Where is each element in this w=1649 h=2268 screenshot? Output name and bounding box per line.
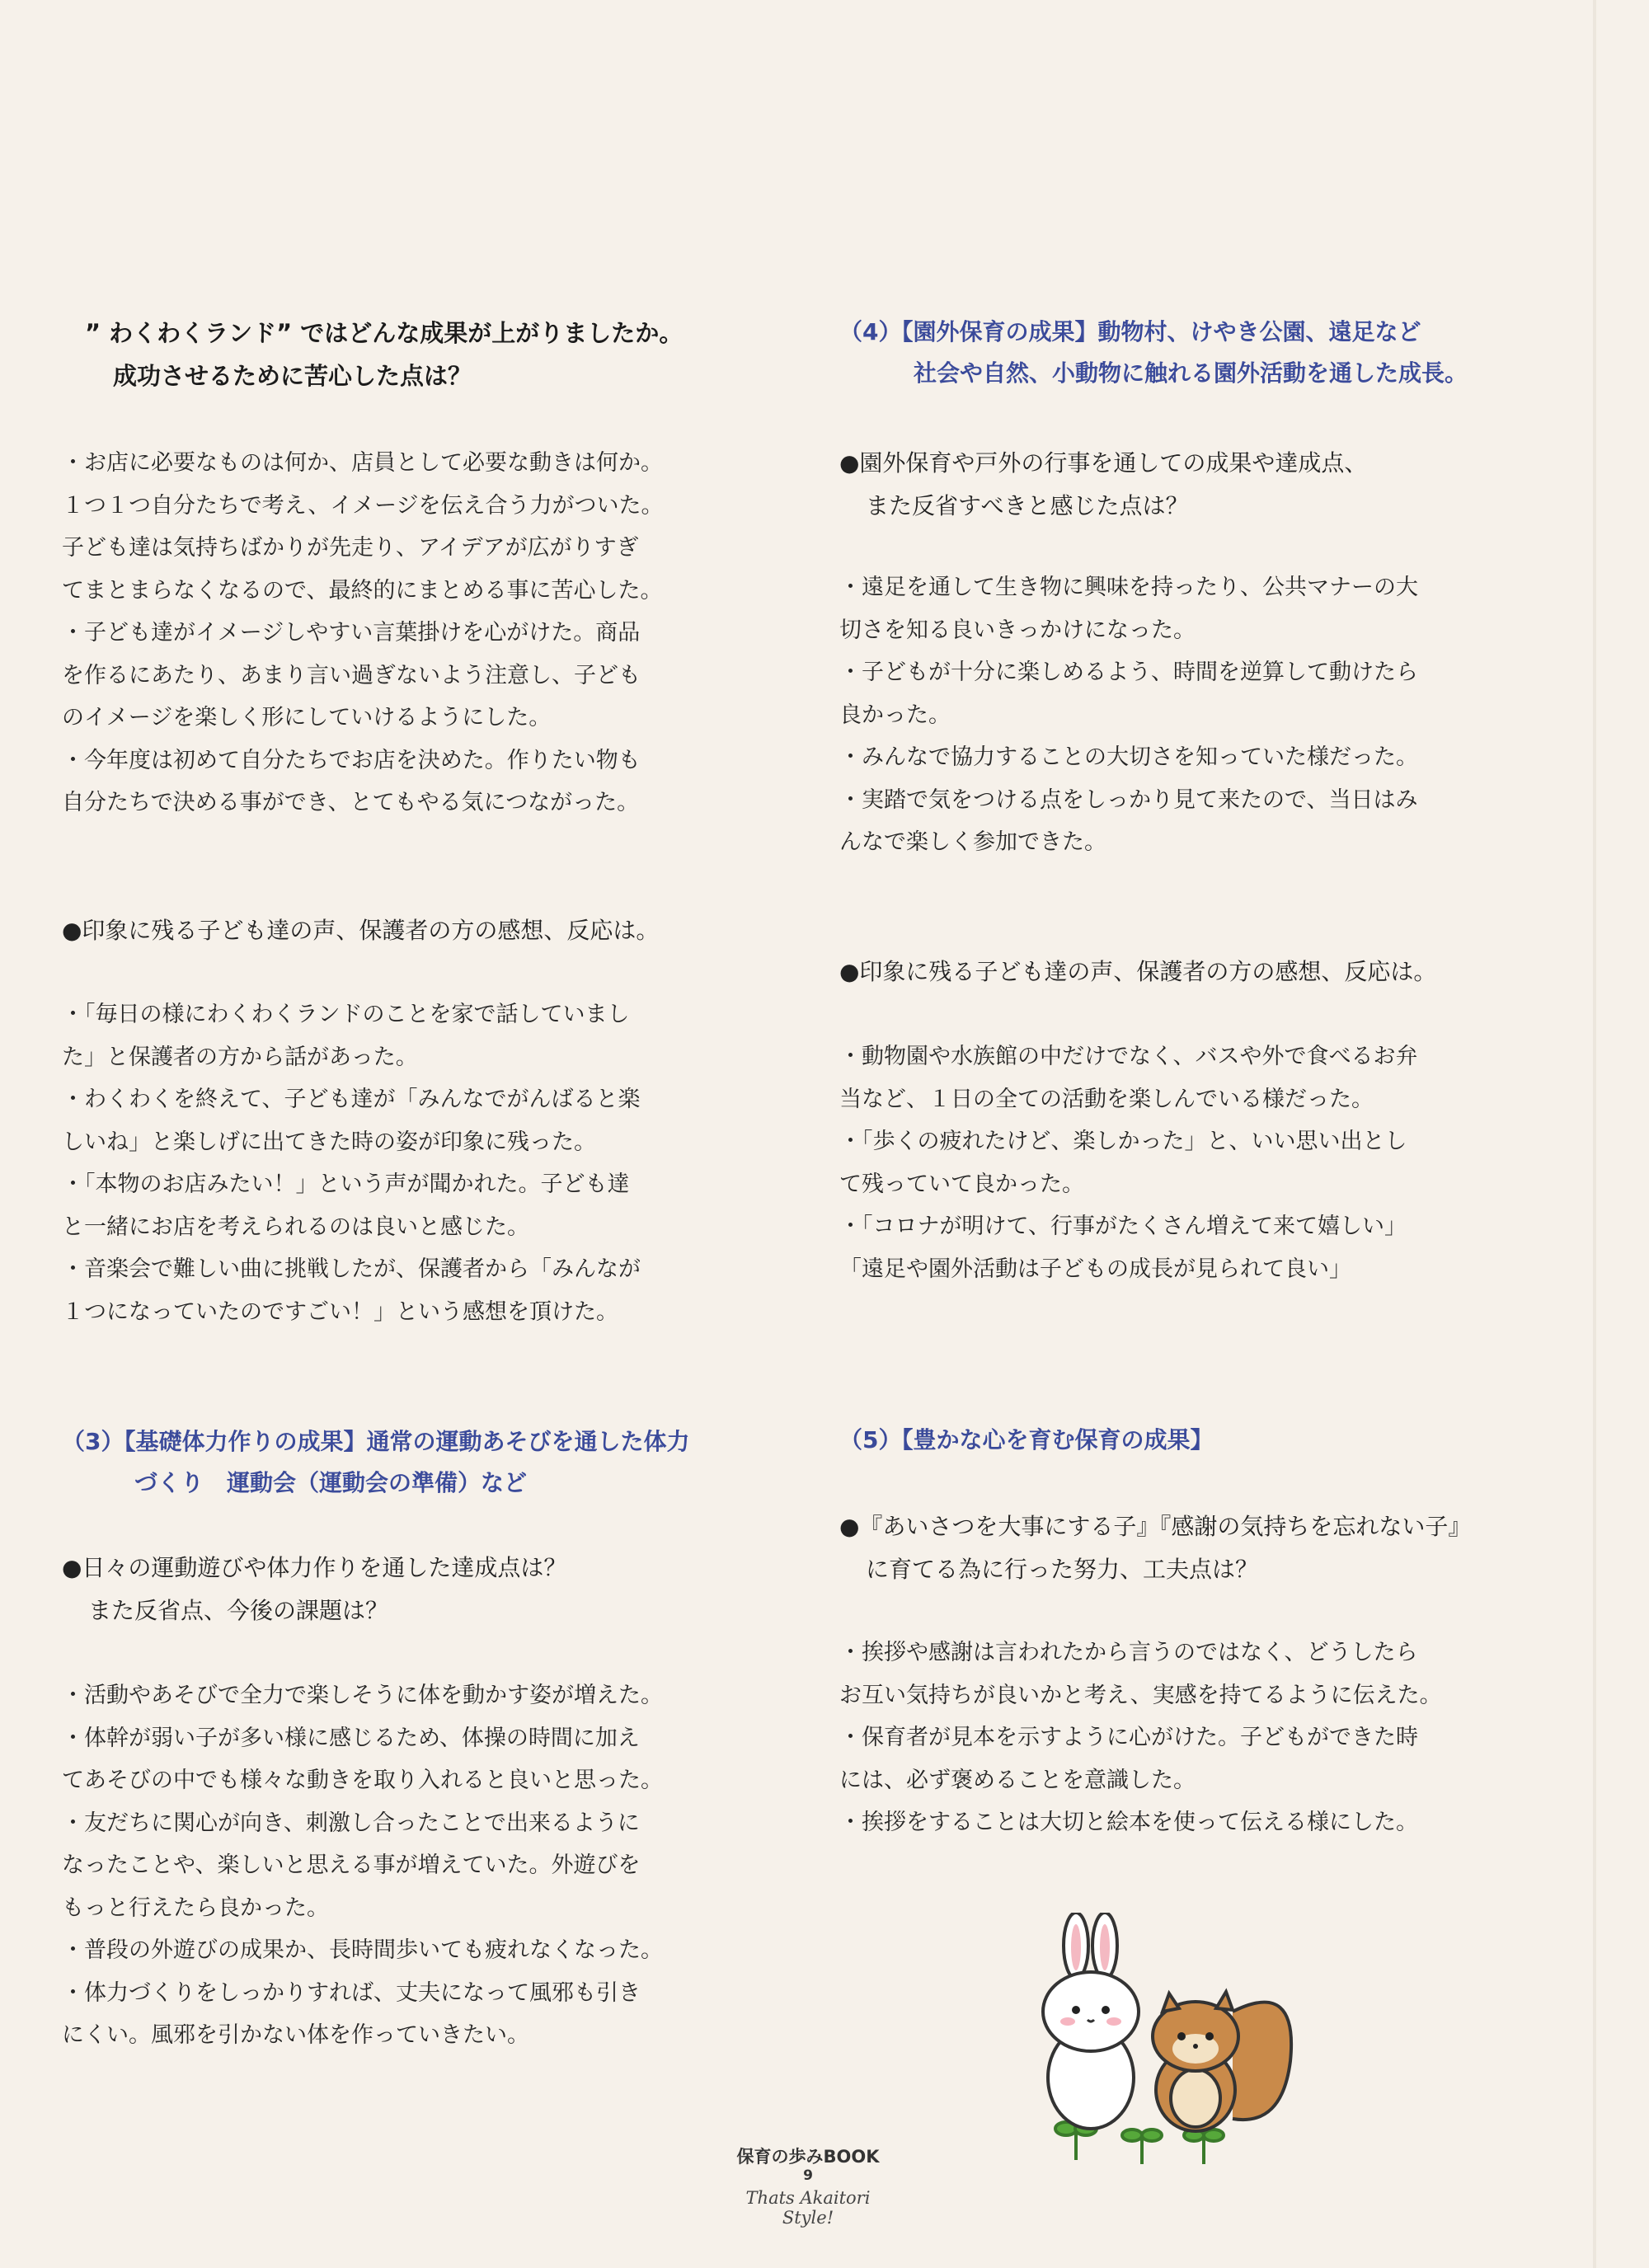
- intro-heading-line-1: ” わくわくランド” ではどんな成果が上がりましたか。: [85, 319, 684, 347]
- section-4-title: [839, 312, 1548, 394]
- section-4-answer-line: 切さを知る良いきっかけになった。: [839, 617, 1196, 643]
- right-voices-answer-line: て残っていて良かった。: [839, 1171, 1084, 1197]
- intro-answer-line: ・お店に必要なものは何か、店員として必要な動きは何か。: [62, 450, 663, 476]
- left-voices-question: [62, 909, 771, 952]
- left-voices-question-text: ●印象に残る子ども達の声、保護者の方の感想、反応は。: [62, 917, 660, 944]
- squirrel-icon: [1153, 1992, 1291, 2131]
- intro-heading-line-2: 成功させるために苦心した点は？: [113, 362, 472, 390]
- section-5-title-line-1: （5）【豊かな心を育む保育の成果】: [839, 1426, 1214, 1453]
- intro-answer-line: 自分たちで決める事ができ、とてもやる気につながった。: [62, 790, 640, 815]
- rabbit-squirrel-illustration: [1027, 1913, 1323, 2185]
- right-voices-answer-line: ・「歩くの疲れたけど、楽しかった」と、いい思い出とし: [839, 1129, 1407, 1154]
- section-3-answers: [62, 1674, 771, 2057]
- right-voices-question: [839, 951, 1548, 993]
- section-4-title-line-1: （4）【園外保育の成果】動物村、けやき公園、遠足など: [839, 318, 1421, 345]
- intro-answer-line: てまとまらなくなるので、最終的にまとめる事に苦心した。: [62, 577, 663, 603]
- section-3-question: [62, 1547, 771, 1632]
- section-4-question: [839, 442, 1548, 528]
- left-voices-answer-line: しいね」と楽しげに出てきた時の姿が印象に残った。: [62, 1129, 596, 1155]
- section-3-answer-line: てあそびの中でも様々な動きを取り入れると良いと思った。: [62, 1768, 663, 1793]
- right-voices-answer-line: 「遠足や園外活動は子どもの成長が見られて良い」: [839, 1256, 1351, 1282]
- page-number: 9: [803, 2167, 813, 2184]
- intro-heading: [62, 312, 771, 397]
- section-3-question-line-1: ●日々の運動遊びや体力作りを通した達成点は？: [62, 1554, 567, 1581]
- left-voices-answer-line: と一緒にお店を考えられるのは良いと感じた。: [62, 1214, 529, 1240]
- section-3-title-line-2: づくり 運動会（運動会の準備）など: [134, 1469, 528, 1496]
- right-voices-answer-line: ・動物園や水族館の中だけでなく、バスや外で食べるお弁: [839, 1044, 1418, 1069]
- left-voices-answer-line: １つになっていたのですごい！」という感想を頂けた。: [62, 1298, 618, 1325]
- tagline: Thats Akaitori Style!: [745, 2188, 871, 2228]
- section-4-title-line-2: 社会や自然、小動物に触れる園外活動を通した成長。: [914, 359, 1468, 387]
- section-5-answer-line: ・挨拶や感謝は言われたから言うのではなく、どうしたら: [839, 1640, 1418, 1665]
- left-voices-answer-line: ・音楽会で難しい曲に挑戦したが、保護者から「みんなが: [62, 1256, 641, 1282]
- section-3-answer-line: ・友だちに関心が向き、刺激し合ったことで出来るように: [62, 1810, 640, 1836]
- section-3-answer-line: ・活動やあそびで全力で楽しそうに体を動かす姿が増えた。: [62, 1683, 663, 1708]
- section-4-answer-line: ・子どもが十分に楽しめるよう、時間を逆算して動けたら: [839, 660, 1418, 685]
- section-3-answer-line: なったことや、楽しいと思える事が増えていた。外遊びを: [62, 1852, 641, 1878]
- page-footer: [726, 2144, 890, 2228]
- left-voices-answer-line: た」と保護者の方から話があった。: [62, 1044, 418, 1070]
- right-voices-answer-line: ・「コロナが明けて、行事がたくさん増えて来て嬉しい」: [839, 1214, 1407, 1239]
- section-3-answer-line: ・普段の外遊びの成果か、長時間歩いても疲れなくなった。: [62, 1937, 663, 1963]
- section-5-answers: [839, 1632, 1548, 1844]
- section-4-answer-line: ・実踏で気をつける点をしっかり見て来たので、当日はみ: [839, 787, 1418, 813]
- section-4-answers: [839, 566, 1548, 864]
- right-voices-answers: [839, 1035, 1548, 1290]
- section-3-answer-line: ・体力づくりをしっかりすれば、丈夫になって風邪も引き: [62, 1979, 641, 2006]
- right-voices-answer-line: 当など、１日の全ての活動を楽しんでいる様だった。: [839, 1086, 1374, 1112]
- section-4-question-line-2: また反省すべきと感じた点は？: [866, 492, 1189, 519]
- intro-answer-line: のイメージを楽しく形にしていけるようにした。: [62, 705, 552, 730]
- section-5-answer-line: ・保育者が見本を示すように心がけた。子どもができた時: [839, 1725, 1418, 1750]
- section-3-title-line-1: （3）【基礎体力作りの成果】通常の運動あそびを通した体力: [62, 1428, 690, 1455]
- intro-answers: [62, 442, 771, 824]
- section-3-question-line-2: また反省点、今後の課題は？: [88, 1597, 389, 1624]
- left-voices-answer-line: ・「毎日の様にわくわくランドのことを家で話していまし: [62, 1002, 630, 1027]
- section-4-answer-line: 良かった。: [839, 702, 951, 728]
- section-3-answer-line: にくい。風邪を引かない体を作っていきたい。: [62, 2022, 529, 2048]
- intro-answer-line: 子ども達は気持ちばかりが先走り、アイデアが広がりすぎ: [62, 535, 639, 561]
- section-5-answer-line: には、必ず褒めることを意識した。: [839, 1767, 1196, 1793]
- section-5-answer-line: ・挨拶をすることは大切と絵本を使って伝える様にした。: [839, 1810, 1418, 1835]
- section-3-answer-line: ・体幹が弱い子が多い様に感じるため、体操の時間に加え: [62, 1725, 640, 1751]
- intro-answer-line: １つ１つ自分たちで考え、イメージを伝え合う力がついた。: [62, 492, 664, 519]
- intro-answer-line: を作るにあたり、あまり言い過ぎないよう注意し、子ども: [62, 662, 641, 688]
- section-3-answer-line: もっと行えたら良かった。: [62, 1895, 329, 1921]
- intro-answer-line: ・今年度は初めて自分たちでお店を決めた。作りたい物も: [62, 747, 641, 773]
- left-voices-answers: [62, 993, 771, 1333]
- section-5-answer-line: お互い気持ちが良いかと考え、実感を持てるように伝えた。: [839, 1682, 1442, 1708]
- book-title: 保育の歩みBOOK: [736, 2147, 880, 2167]
- section-5-question-line-1: ●『あいさつを大事にする子』『感謝の気持ちを忘れない子』: [839, 1513, 1472, 1540]
- section-4-answer-line: ・みんなで協力することの大切さを知っていた様だった。: [839, 744, 1418, 770]
- right-voices-question-text: ●印象に残る子ども達の声、保護者の方の感想、反応は。: [839, 958, 1437, 985]
- section-4-question-line-1: ●園外保育や戸外の行事を通しての成果や達成点、: [839, 449, 1368, 477]
- rabbit-icon: [1043, 1913, 1139, 2129]
- left-voices-answer-line: ・「本物のお店みたい！」という声が聞かれた。子ども達: [62, 1172, 630, 1197]
- section-5-question: [839, 1505, 1548, 1591]
- section-4-answer-line: ・遠足を通して生き物に興味を持ったり、公共マナーの大: [839, 575, 1418, 600]
- intro-answer-line: ・子ども達がイメージしやすい言葉掛けを心がけた。商品: [62, 620, 641, 646]
- page-edge: [1593, 0, 1596, 2268]
- left-voices-answer-line: ・わくわくを終えて、子ども達が「みんなでがんばると楽: [62, 1087, 641, 1112]
- section-4-answer-line: んなで楽しく参加できた。: [839, 829, 1106, 855]
- section-5-title: [839, 1420, 1548, 1461]
- section-3-title: [62, 1421, 771, 1504]
- section-5-question-line-2: に育てる為に行った努力、工夫点は？: [866, 1556, 1259, 1583]
